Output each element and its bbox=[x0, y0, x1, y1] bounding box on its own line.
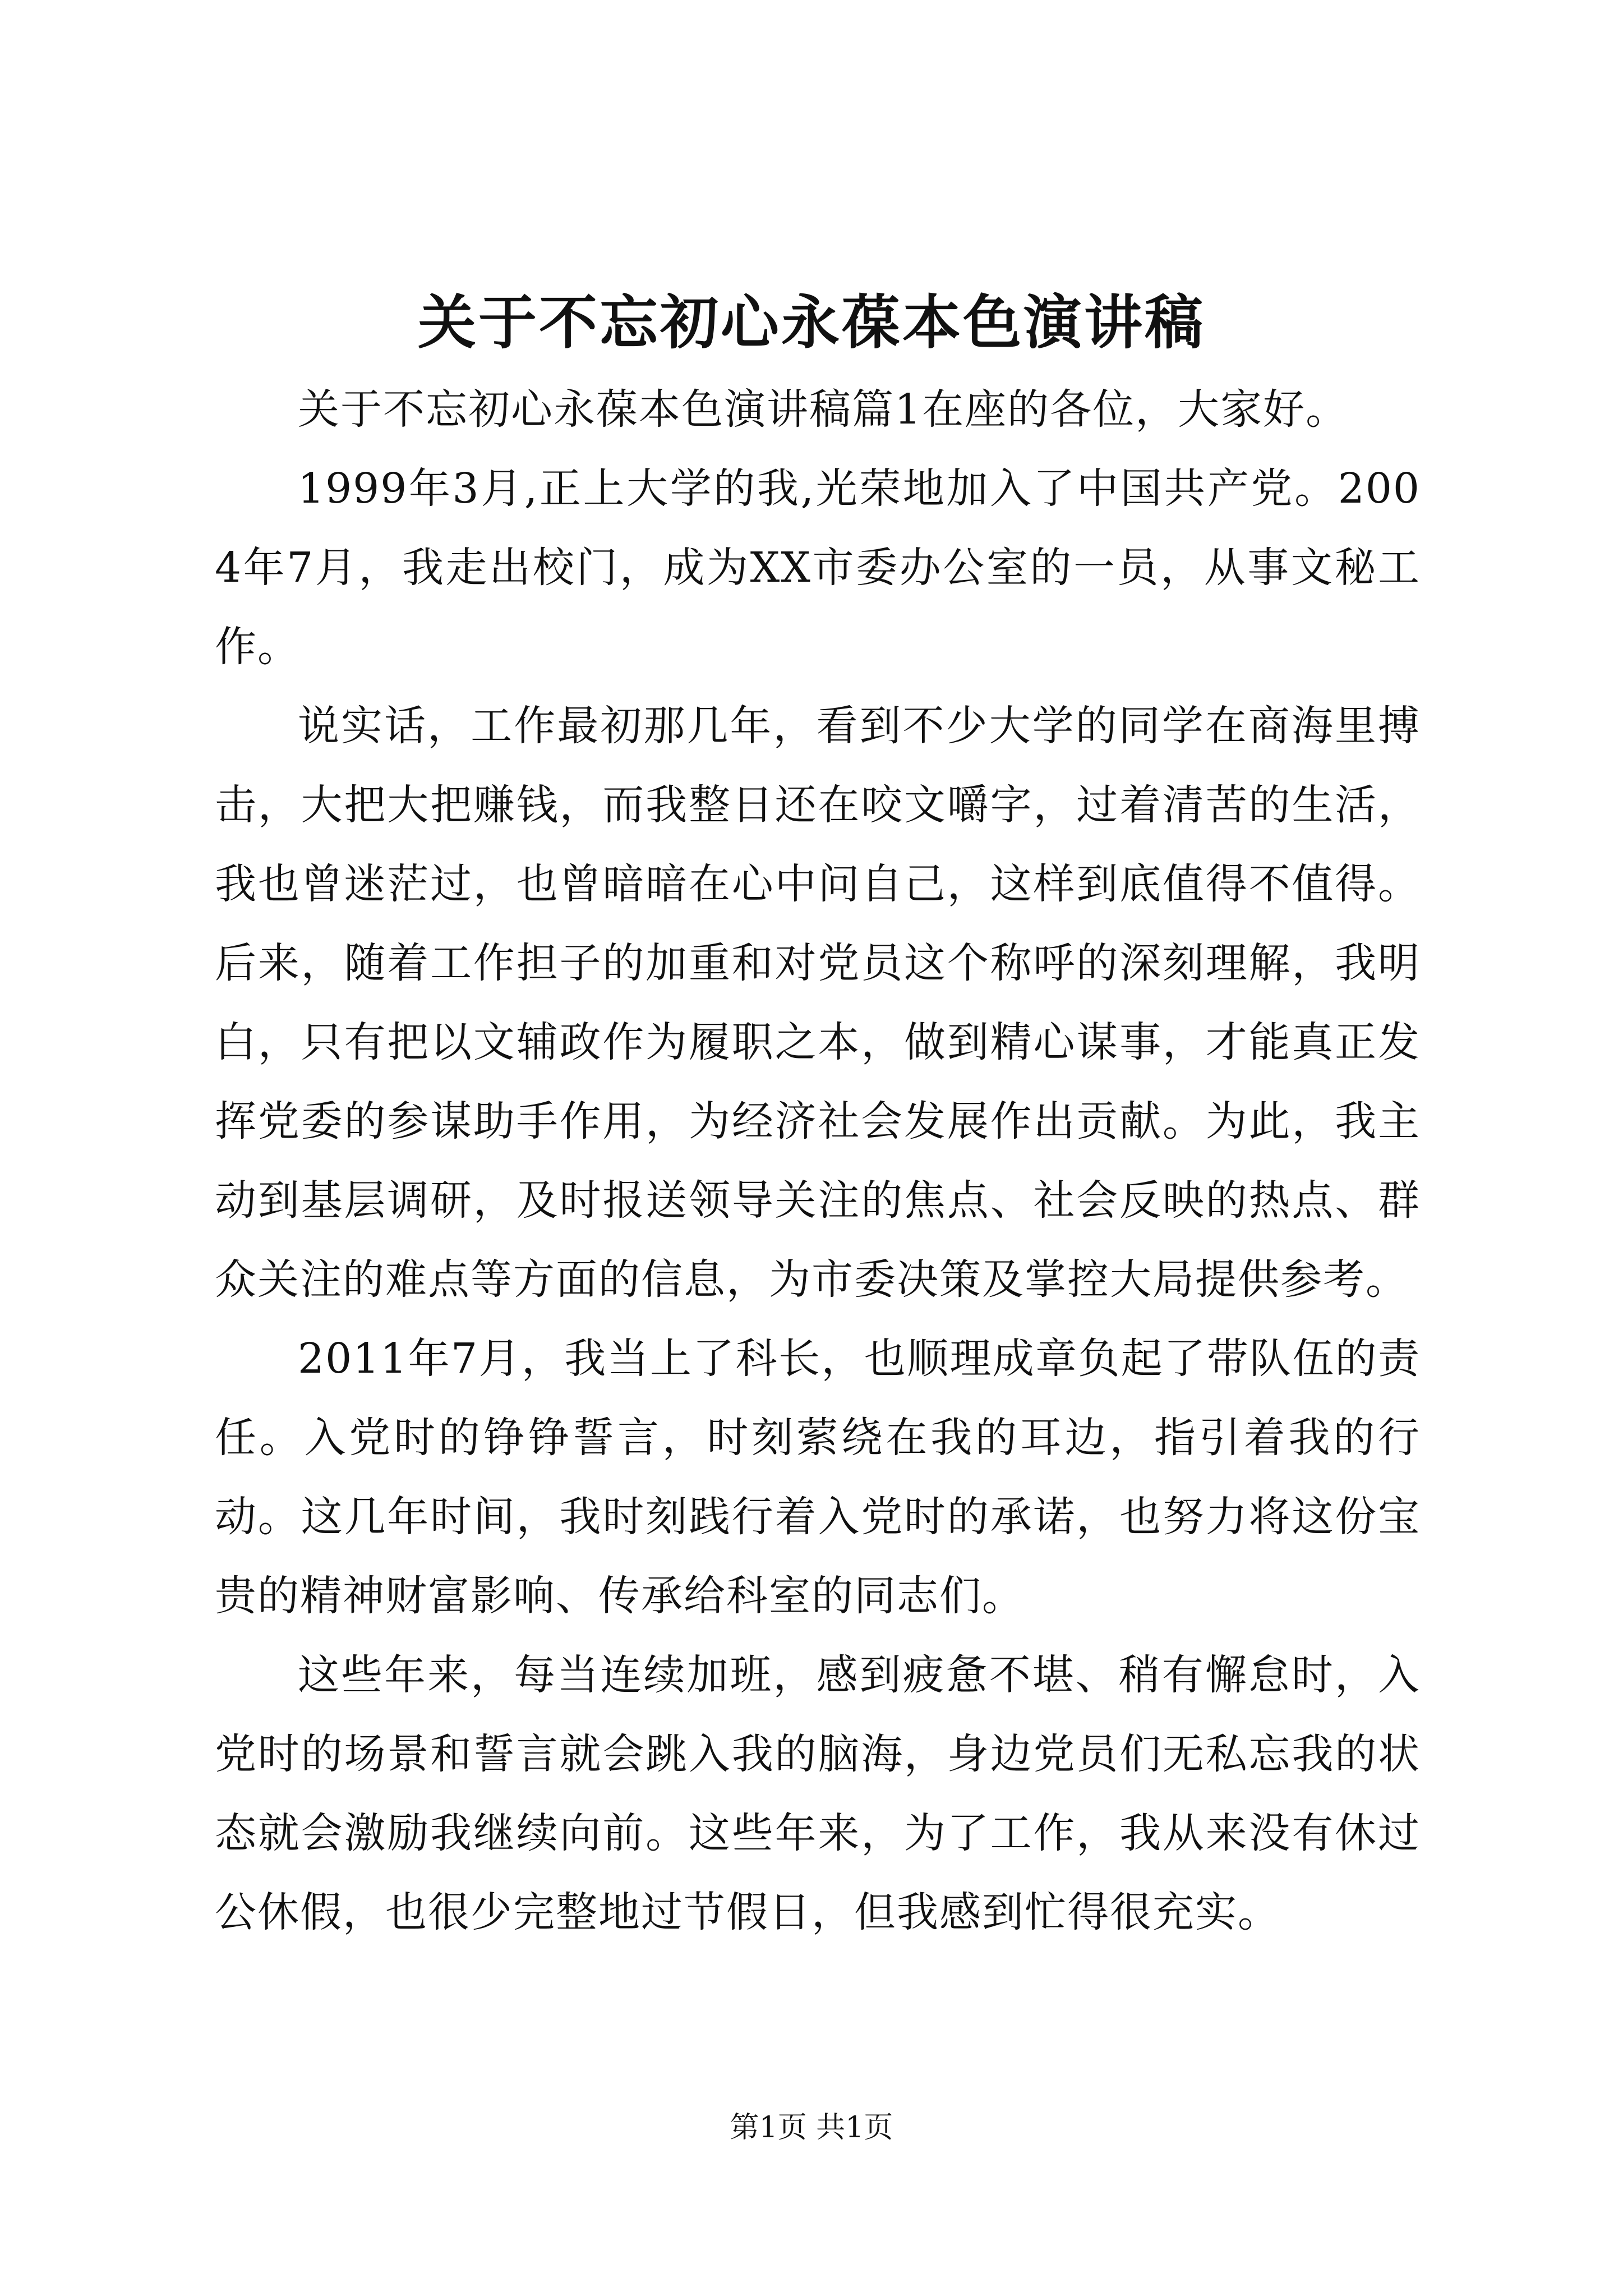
paragraph-early-work: 说实话，工作最初那几年，看到不少大学的同学在商海里搏击，大把大把赚钱，而我整日还在咬文嚼字，过着清苦的生活，我也曾迷茫过，也曾暗暗在心中问自己，这样到底值得不值得。后来，随着工作担子的加重和对党员这个称呼的深刻理解，我明白，只有把以文辅政作为履职之本，做到精心谋事，才能真正发挥党委的参谋助手作用，为经济社会发展作出贡献。为此，我主动到基层调研，及时报送领导关注的焦点、社会反映的热点、群众关注的难点等方面的信息，为市委决策及掌控大局提供参考。 bbox=[215, 702, 1421, 1304]
paragraph-section-chief: 2011年7月，我当上了科长，也顺理成章负起了带队伍的责任。入党时的铮铮誓言，时刻萦绕在我的耳边，指引着我的行动。这几年时间，我时刻践行着入党时的承诺，也努力将这份宝贵的精神财富影响、传承给科室的同志们。 bbox=[215, 1335, 1421, 1620]
page-number-footer: 第1页 共1页 bbox=[730, 2111, 893, 2145]
document-title: 关于不忘初心永葆本色演讲稿 bbox=[417, 288, 1205, 357]
paragraph-joining-party: 1999年3月,正上大学的我,光荣地加入了中国共产党。2004年7月，我走出校门，成为XX市委办公室的一员，从事文秘工作。 bbox=[215, 464, 1421, 671]
document-body bbox=[215, 370, 1421, 1952]
paragraph-overtime: 这些年来，每当连续加班，感到疲惫不堪、稍有懈怠时，入党时的场景和誓言就会跳入我的脑海，身边党员们无私忘我的状态就会激励我继续向前。这些年来，为了工作，我从来没有休过公休假，也很少完整地过节假日，但我感到忙得很充实。 bbox=[215, 1651, 1421, 1936]
paragraph-intro: 关于不忘初心永葆本色演讲稿篇1在座的各位，大家好。 bbox=[298, 385, 1349, 434]
